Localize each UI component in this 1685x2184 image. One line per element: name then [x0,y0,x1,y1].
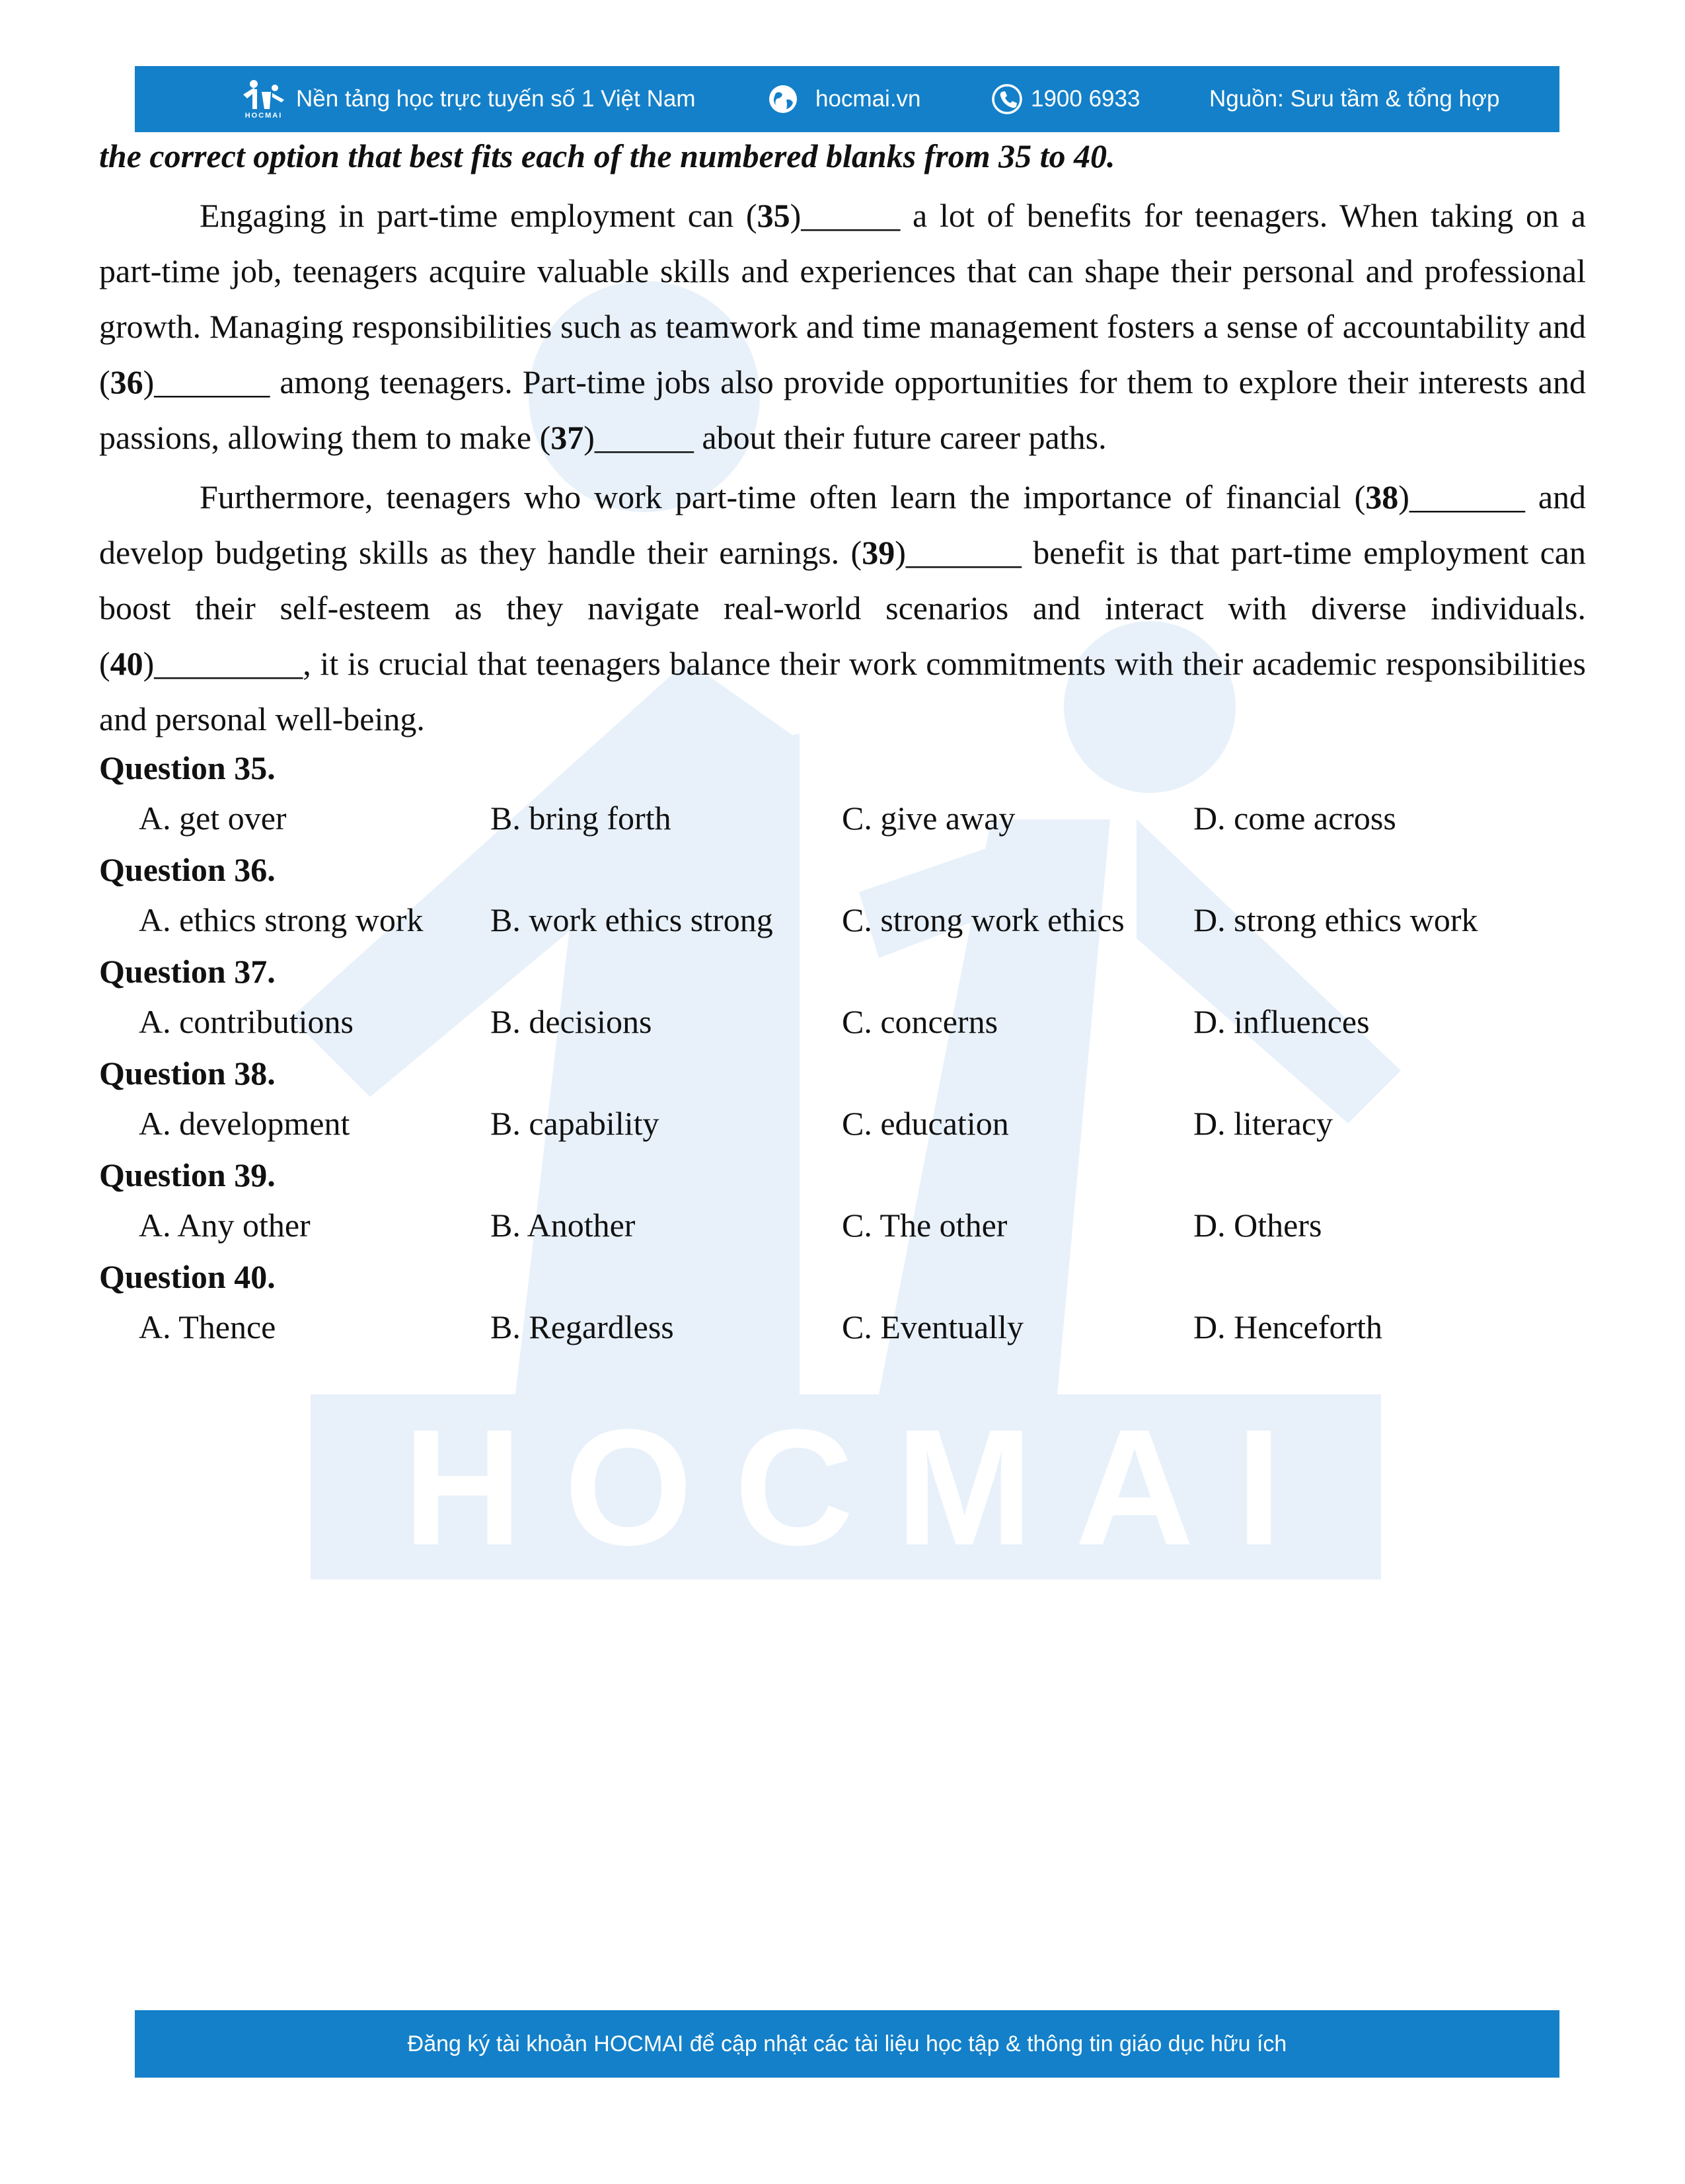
passage-text: )_______ and develop budgeting skills as they handle their earnings. ( [99,478,1587,571]
phone-contact[interactable] [991,66,1140,132]
blank-number: 40 [110,645,143,682]
option-b[interactable]: B. capability [490,1105,659,1142]
option-b[interactable]: B. bring forth [490,800,671,837]
option-a[interactable]: A. Thence [139,1308,276,1345]
question-label: Question 35. [99,749,276,786]
watermark-letter: O [564,1394,700,1579]
blank-number: 37 [550,419,584,456]
question-block [99,952,1586,1053]
option-d[interactable]: D. strong ethics work [1193,901,1478,938]
watermark-letter: C [734,1394,860,1579]
option-c[interactable]: C. concerns [842,1003,998,1040]
option-d[interactable]: D. influences [1193,1003,1370,1040]
passage-paragraph-2 [99,469,1586,747]
passage-text: )_______ among teenagers. Part-time jobs also provide opportunities for them to explore their interests and passions, allowing them to make ( [99,363,1586,456]
option-a[interactable]: A. get over [139,800,287,837]
logo-text: HOCMAI [244,112,283,120]
question-label: Question 40. [99,1258,276,1295]
options-row [99,1297,1586,1359]
option-c[interactable]: C. Eventually [842,1308,1024,1345]
option-b[interactable]: B. decisions [490,1003,652,1040]
footer-bar[interactable] [135,2010,1559,2078]
watermark-letter: M [895,1394,1040,1579]
option-a[interactable]: A. development [139,1105,350,1142]
options-row [99,1195,1586,1257]
option-d[interactable]: D. Henceforth [1193,1308,1382,1345]
option-c[interactable]: C. education [842,1105,1009,1142]
source-note [1209,66,1499,132]
watermark-letter: I [1236,1394,1289,1579]
passage-text: )______ about their future career paths. [583,419,1107,456]
phone-text: 1900 6933 [1031,86,1141,112]
blank-number: 39 [862,534,895,571]
passage-paragraph-1 [99,188,1586,465]
hocmai-logo-icon [241,79,287,110]
question-block [99,850,1586,952]
question-block [99,1257,1586,1359]
question-label: Question 39. [99,1156,276,1193]
globe-icon [768,84,798,114]
passage-text: )_________, it is crucial that teenagers balance their work commitments with their academic responsibilities and personal well-being. [99,645,1586,737]
options-row [99,1093,1586,1155]
blank-number: 35 [757,197,790,234]
option-c[interactable]: C. strong work ethics [842,901,1125,938]
option-a[interactable]: A. ethics strong work [139,901,424,938]
instruction-text: the correct option that best fits each of the numbered blanks from 35 to 40. [99,137,1115,174]
option-c[interactable]: C. The other [842,1207,1008,1244]
blank-number: 36 [110,363,143,400]
header-tagline: Nền tảng học trực tuyến số 1 Việt Nam [296,86,696,112]
options-row [99,889,1586,952]
website-text: hocmai.vn [815,86,921,112]
option-b[interactable]: B. Regardless [490,1308,674,1345]
option-a[interactable]: A. contributions [139,1003,354,1040]
options-row [99,991,1586,1053]
question-label: Question 37. [99,953,276,990]
document-body [99,136,1586,1359]
footer-text: Đăng ký tài khoản HOCMAI để cập nhật các tài liệu học tập & thông tin giáo dục hữu ích [407,2031,1287,2056]
watermark-letter: H [403,1394,529,1579]
question-block [99,1155,1586,1257]
header-bar [135,66,1559,132]
option-a[interactable]: A. Any other [139,1207,311,1244]
phone-icon [991,83,1023,115]
option-b[interactable]: B. work ethics strong [490,901,773,938]
option-d[interactable]: D. come across [1193,800,1396,837]
watermark-letter: A [1074,1394,1201,1579]
blank-number: 38 [1365,478,1399,515]
question-block [99,748,1586,850]
passage-text: )_______ benefit is that part-time employment can boost their self-esteem as they navigate real-world scenarios and interact with diverse individuals. ( [99,534,1586,682]
question-block [99,1053,1586,1155]
passage-text: Furthermore, teenagers who work part-time often learn the importance of financial ( [200,478,1366,515]
option-d[interactable]: D. Others [1193,1207,1322,1244]
question-label: Question 36. [99,851,276,888]
passage-text: Engaging in part-time employment can ( [200,197,757,234]
option-d[interactable]: D. literacy [1193,1105,1333,1142]
watermark-text [311,1394,1381,1579]
source-text: Nguồn: Sưu tầm & tổng hợp [1209,86,1500,112]
option-b[interactable]: B. Another [490,1207,636,1244]
passage-text: )______ a lot of benefits for teenagers. When taking on a part-time job, teenagers acquire valuable skills and experiences that can shape their personal and professional growth. Managing responsibilities such as teamwork and time management fosters a sense of accountability and ( [99,197,1586,400]
question-label: Question 38. [99,1055,276,1092]
option-c[interactable]: C. give away [842,800,1016,837]
brand-logo [241,66,696,132]
options-row [99,788,1586,850]
website-link[interactable] [768,66,921,132]
